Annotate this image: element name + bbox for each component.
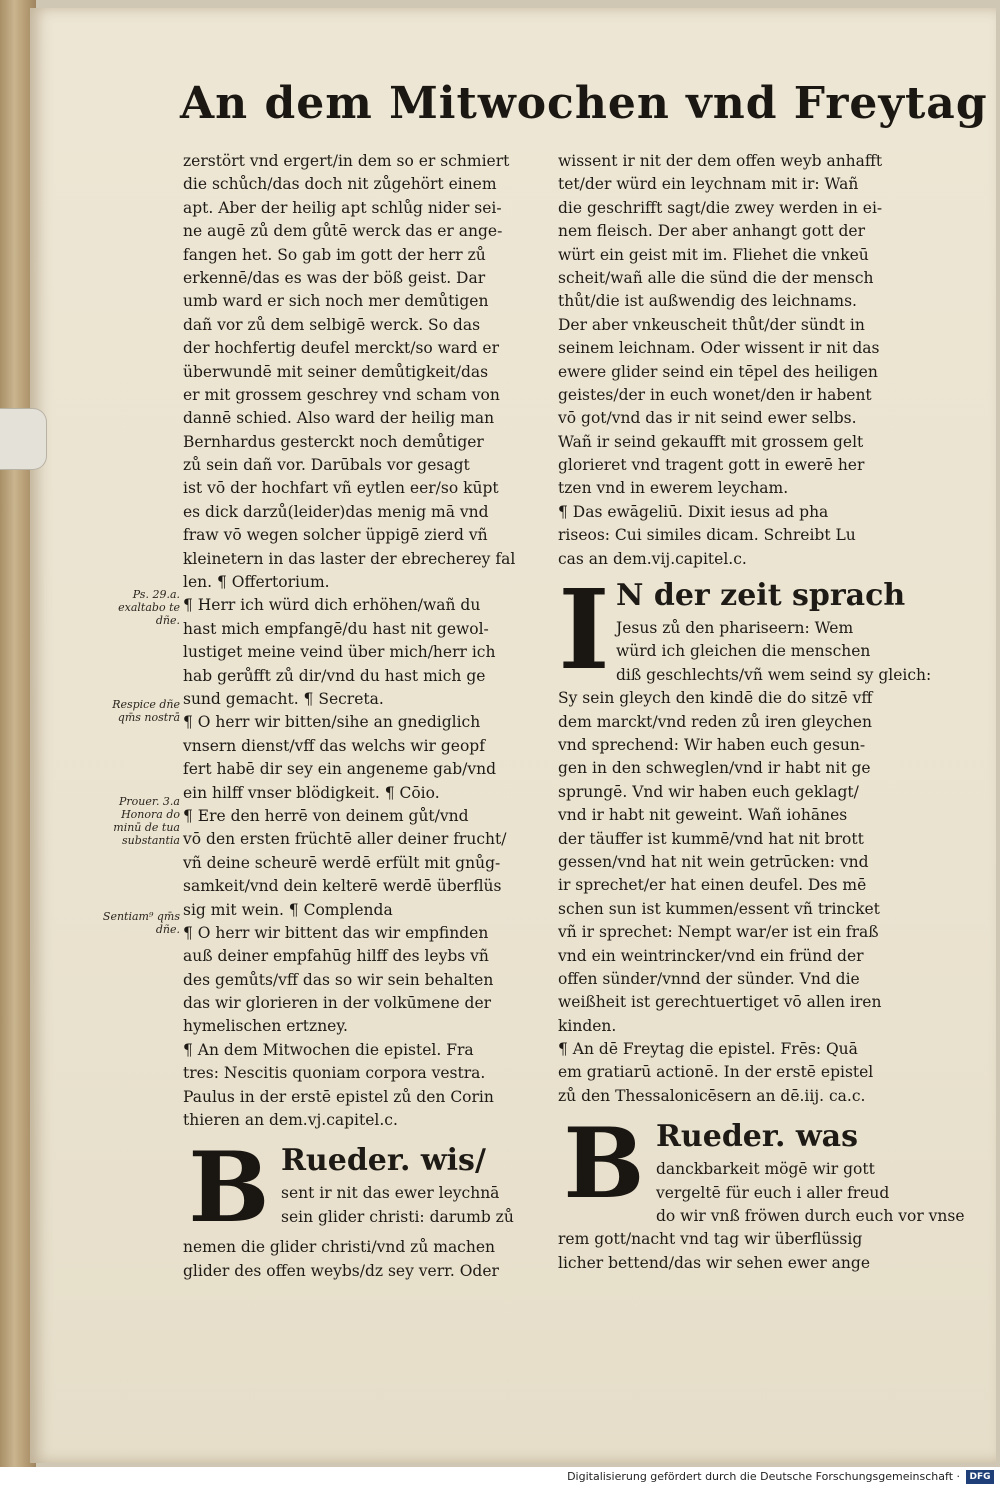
margin-note: Prouer. 3.a Honora do minū de tua substantia: [113, 795, 180, 847]
epistle-initial-block: [183, 1131, 535, 1245]
text-line: ¶ An dē Freytag die epistel. Frēs: Quā: [558, 1040, 858, 1059]
text-line: ein hilff vnser blödigkeit. ¶ Cōio.: [183, 783, 440, 802]
text-line: glider des offen weybs/dz sey verr. Oder: [183, 1261, 499, 1280]
text-line: riseos: Cui similes dicam. Schreibt Lu: [558, 526, 856, 545]
left-block-c: [183, 711, 535, 805]
right-block-a: [558, 150, 908, 571]
text-line: sent ir nit das ewer leychnā: [281, 1184, 500, 1203]
text-line: Bernhardus gesterckt noch demůtiger: [183, 432, 484, 451]
text-line: lustiget meine veind über mich/herr ich: [183, 643, 496, 662]
text-line: gen in den schweglen/vnd ir habt nit ge: [558, 759, 871, 778]
decorated-initial-b: B: [563, 1107, 645, 1221]
text-line: cas an dem.vij.capitel.c.: [558, 549, 747, 568]
text-line: die geschrifft sagt/die zwey werden in ei-: [558, 198, 883, 217]
initial-lines: [558, 617, 932, 687]
text-line: rem gott/nacht vnd tag wir überflüssig: [558, 1230, 863, 1249]
text-line: seinem leichnam. Oder wissent ir nit das: [558, 339, 880, 358]
text-line: erkennē/das es was der böß geist. Dar: [183, 268, 486, 287]
text-line: vnd ir habt nit geweint. Wañ iohānes: [558, 806, 848, 825]
text-line: ¶ Ere den herrē von deinem gůt/vnd: [183, 806, 469, 825]
text-line: dannē schied. Also ward der heilig man: [183, 409, 495, 428]
decorated-initial-b: B: [188, 1131, 270, 1245]
text-line: er mit grossem geschrey vnd scham von: [183, 385, 500, 404]
text-line: hymelischen ertzney.: [183, 1017, 348, 1036]
text-line: vnd sprechend: Wir haben euch gesun-: [558, 735, 866, 754]
text-line: ¶ O herr wir bittent das wir empfinden: [183, 923, 489, 942]
text-line: es dick darzů(leider)das menig mā vnd: [183, 502, 489, 521]
text-line: vō got/vnd das ir nit seind ewer selbs.: [558, 409, 857, 428]
initial-first-line: Rueder. was: [656, 1119, 858, 1155]
text-line: würd ich gleichen die menschen: [616, 642, 871, 661]
text-line: kleinetern in das laster der ebrecherey fal: [183, 549, 516, 568]
text-line: der täuffer ist kummē/vnd hat nit brott: [558, 829, 864, 848]
text-line: len. ¶ Offertorium.: [183, 573, 330, 592]
text-line: diß geschlechts/vñ wem seind sy gleich:: [616, 665, 932, 684]
left-text-column: [183, 150, 535, 1283]
text-line: zerstört vnd ergert/in dem so er schmiert: [183, 152, 510, 170]
footer-credit: Digitalisierung gefördert durch die Deutsche Forschungsgemeinschaft ·: [567, 1470, 960, 1483]
text-line: fangen het. So gab im gott der herr zů: [183, 245, 486, 264]
text-line: vnd ein weintrincker/vnd ein fründ der: [558, 946, 864, 965]
text-line: fraw vō wegen solcher üppigē zierd vñ: [183, 526, 488, 545]
right-text-column: [558, 150, 965, 1275]
text-line: ewere glider seind ein tēpel des heiligen: [558, 362, 878, 381]
text-line: sein glider christi: darumb zů: [281, 1207, 514, 1226]
margin-note: Ps. 29.a. exaltabo te dñe.: [118, 588, 180, 627]
text-line: umb ward er sich noch mer demůtigen: [183, 292, 489, 311]
text-line: kinden.: [558, 1016, 617, 1035]
left-block-d: [183, 805, 535, 922]
text-line: hast mich empfangē/du hast nit gewol-: [183, 619, 489, 638]
text-line: ist vō der hochfart vñ eytlen eer/so kūpt: [183, 479, 499, 498]
right-block-b: [558, 687, 908, 1108]
text-line: vō den ersten früchtē aller deiner frucht/: [183, 830, 507, 849]
text-line: geistes/der in euch wonet/den ir habent: [558, 385, 872, 404]
text-line: ¶ An dem Mitwochen die epistel. Fra: [183, 1040, 474, 1059]
text-line: dañ vor zů dem selbigē werck. So das: [183, 315, 481, 334]
text-line: ¶ O herr wir bitten/sihe an gnediglich: [183, 713, 481, 732]
left-block-b: [183, 594, 535, 711]
text-line: samkeit/vnd dein kelterē werdē überflüs: [183, 877, 502, 896]
page-marker-tab: [0, 408, 47, 470]
text-line: ir sprechet/er hat einen deufel. Des mē: [558, 876, 867, 895]
text-line: zů sein dañ vor. Darūbals vor gesagt: [183, 456, 470, 475]
text-line: thůt/die ist außwendig des leichnams.: [558, 292, 857, 311]
text-line: nemen die glider christi/vnd zů machen: [183, 1238, 495, 1257]
text-line: ne augē zů dem gůtē werck das er ange-: [183, 222, 503, 241]
epistle-initial-block: [558, 1107, 965, 1275]
left-block-e: [183, 922, 535, 1133]
text-line: gessen/vnd hat nit wein getrūcken: vnd: [558, 852, 869, 871]
text-line: ¶ Herr ich würd dich erhöhen/wañ du: [183, 596, 481, 615]
dfg-logo-icon: DFG: [966, 1470, 994, 1484]
text-line: fert habē dir sey ein angeneme gab/vnd: [183, 760, 497, 779]
text-line: scheit/wañ alle die sünd die der mensch: [558, 268, 874, 287]
text-line: vnsern dienst/vff das welchs wir geopf: [183, 736, 485, 755]
text-line: Der aber vnkeuscheit thůt/der sündt in: [558, 315, 865, 334]
text-line: vñ deine scheurē werdē erfült mit gnůg-: [183, 853, 501, 872]
text-line: zů den Thessalonicēsern an dē.iij. ca.c.: [558, 1086, 866, 1105]
text-line: tet/der würd ein leychnam mit ir: Wañ: [558, 175, 859, 194]
text-line: der hochfertig deufel merckt/so ward er: [183, 339, 500, 358]
gospel-initial-block: [558, 565, 932, 695]
text-line: die schůch/das doch nit zůgehört einem: [183, 175, 497, 194]
text-line: ¶ Das ewāgeliū. Dixit iesus ad pha: [558, 502, 829, 521]
text-line: dem marckt/vnd reden zů iren gleychen: [558, 712, 872, 731]
initial-first-line: N der zeit sprach: [616, 578, 906, 614]
text-line: des gemůts/vff das so wir sein behalten: [183, 970, 494, 989]
text-line: danckbarkeit mögē wir gott: [656, 1160, 875, 1179]
initial-first-line: Rueder. wis/: [281, 1143, 486, 1179]
text-line: nem fleisch. Der aber anhangt gott der: [558, 222, 865, 241]
text-line: weißheit ist gerechtuertiget vō allen iren: [558, 993, 882, 1012]
text-line: würt ein geist mit im. Fliehet die vnkeū: [558, 245, 869, 264]
text-line: Jesus zů den phariseern: Wem: [616, 619, 854, 638]
text-line: glorieret vnd tragent gott in ewerē her: [558, 456, 865, 475]
text-line: wissent ir nit der dem offen weyb anhafft: [558, 152, 883, 170]
left-block-a: [183, 150, 535, 594]
text-line: tres: Nescitis quoniam corpora vestra.: [183, 1064, 486, 1083]
margin-note: Sentiam⁹ qm̄s dñe.: [102, 910, 180, 936]
text-line: Sy sein gleych den kindē die do sitzē vff: [558, 689, 873, 708]
text-line: sund gemacht. ¶ Secreta.: [183, 689, 384, 708]
decorated-initial-i: I: [558, 565, 610, 695]
text-line: schen sun ist kummen/essent vñ trincket: [558, 899, 880, 918]
text-line: vñ ir sprechet: Nempt war/er ist ein fraß: [558, 923, 879, 942]
text-line: do wir vnß fröwen durch euch vor vnse: [656, 1207, 965, 1226]
text-line: tzen vnd in ewerem leycham.: [558, 479, 789, 498]
text-line: offen sünder/vnnd der sünder. Vnd die: [558, 969, 860, 988]
text-line: vergeltē für euch i aller freud: [656, 1183, 890, 1202]
text-line: apt. Aber der heilig apt schlůg nider sei-: [183, 198, 502, 217]
margin-note: Respice dñe qm̄s nostrā: [112, 698, 180, 724]
digitization-footer: [0, 1467, 1000, 1487]
text-line: thieren an dem.vj.capitel.c.: [183, 1111, 398, 1130]
text-line: licher bettend/das wir sehen ewer ange: [558, 1253, 871, 1272]
text-line: hab gerůfft zů dir/vnd du hast mich ge: [183, 666, 486, 685]
text-line: überwundē mit seiner demůtigkeit/das: [183, 362, 489, 381]
text-line: Paulus in der erstē epistel zů den Corin: [183, 1087, 494, 1106]
running-head: An dem Mitwochen vnd Freytag: [180, 78, 988, 129]
text-line: sprungē. Vnd wir haben euch geklagt/: [558, 782, 859, 801]
text-line: sig mit wein. ¶ Complenda: [183, 900, 393, 919]
text-line: Wañ ir seind gekaufft mit grossem gelt: [558, 432, 864, 451]
text-line: em gratiarū actionē. In der erstē epistel: [558, 1063, 874, 1082]
text-line: das wir glorieren in der volkūmene der: [183, 994, 492, 1013]
text-line: auß deiner empfahūg hilff des leybs vñ: [183, 947, 489, 966]
